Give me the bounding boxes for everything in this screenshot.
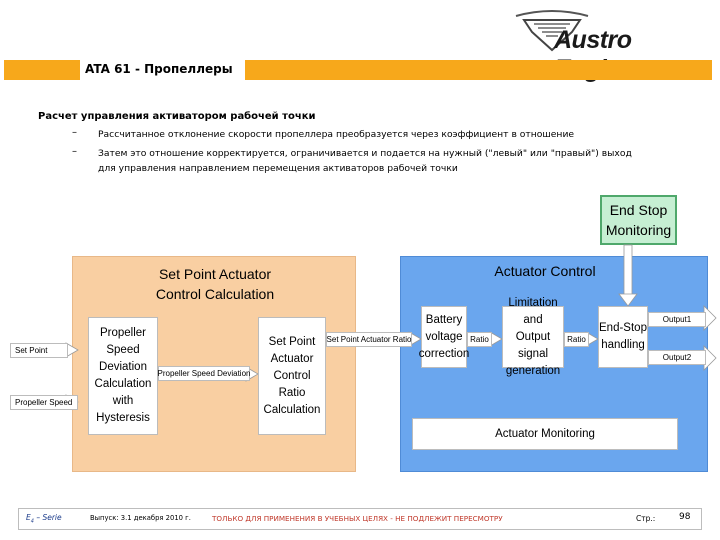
output1-signal: Output1 (648, 312, 706, 327)
srcc-line-1: Set Point (268, 335, 316, 348)
end-stop-monitoring-line2: Monitoring (605, 222, 672, 238)
footer-series-prefix: E (26, 513, 31, 522)
footer-series (26, 513, 62, 525)
srcc-line-3: Control Ratio (273, 369, 311, 399)
actuator-monitoring-block: Actuator Monitoring (412, 418, 678, 450)
actuator-panel-title: Actuator Control (494, 263, 596, 279)
bvc-line-1: Battery (425, 313, 463, 326)
output2-signal: Output2 (648, 350, 706, 365)
psd-line-5: with (112, 395, 134, 407)
esh-line-1: End-Stop (599, 322, 647, 334)
ratio-signal-1: Ratio (467, 332, 492, 347)
lo-line-1: Limitation and (508, 296, 558, 326)
bullet-text-1: Рассчитанное отклонение скорости пропеллера преобразуется через коэффициент в отношение (98, 129, 575, 140)
arrow-end-stop-monitoring (619, 245, 637, 306)
logo-text: Austro (554, 26, 632, 54)
ratio-signal-2: Ratio (564, 332, 589, 347)
propeller-speed-input-label: Propeller Speed (10, 395, 78, 410)
propeller-speed-deviation-signal: Propeller Speed Deviation (158, 366, 250, 381)
bullet-dash-1: – (72, 127, 77, 138)
limitation-output-block (502, 296, 564, 377)
bvc-line-2: voltage (425, 330, 463, 343)
bvc-line-3: correction (418, 347, 470, 360)
footer-notice: ТОЛЬКО ДЛЯ ПРИМЕНЕНИЯ В УЧЕБНЫХ ЦЕЛЯХ - НЕ ПОДЛЕЖИТ ПЕРЕСМОТРУ (212, 514, 503, 523)
footer-issue: Выпуск: 3.1 декабря 2010 г. (90, 514, 191, 522)
lo-line-2: Output signal (515, 330, 551, 360)
footer-page-label: Стр.: (636, 514, 656, 523)
srcc-line-4: Calculation (263, 403, 321, 416)
end-stop-monitoring-line1: End Stop (609, 202, 668, 218)
psd-line-3: Deviation (99, 361, 147, 373)
setpoint-panel-title-line2: Control Calculation (155, 286, 275, 302)
psd-line-2: Speed (106, 344, 140, 356)
setpoint-panel-title-line1: Set Point Actuator (158, 266, 272, 282)
footer-series-sub: 4 (30, 518, 34, 525)
section-heading: Расчет управления активатором рабочей точки (38, 111, 316, 122)
psd-line-1: Propeller (99, 327, 147, 339)
bullet-text-2b: для управления направлением перемещения активаторов рабочей точки (98, 163, 458, 174)
lo-line-3: generation (505, 364, 561, 377)
set-point-input-label: Set Point (10, 343, 68, 358)
bullet-dash-2: – (72, 146, 77, 157)
setpoint-ratio-calculation-block (258, 317, 326, 435)
battery-voltage-correction-block (418, 306, 470, 368)
bullet-text-2a: Затем это отношение корректируется, ограничивается и подается на нужный ("левый" или "правый") выход (98, 148, 632, 159)
propeller-speed-deviation-block (88, 317, 158, 435)
psd-line-6: Hysteresis (96, 412, 150, 424)
esh-line-2: handling (601, 339, 645, 351)
footer-page-number: 98 (679, 512, 691, 522)
srcc-line-2: Actuator (270, 352, 314, 365)
set-point-actuator-ratio-signal: Set Point Actuator Ratio (326, 332, 412, 347)
psd-line-4: Calculation (94, 378, 152, 390)
end-stop-handling-block (598, 306, 648, 368)
footer-series-suffix: – Serie (33, 513, 62, 522)
page-title: ATA 61 - Пропеллеры (85, 62, 233, 76)
